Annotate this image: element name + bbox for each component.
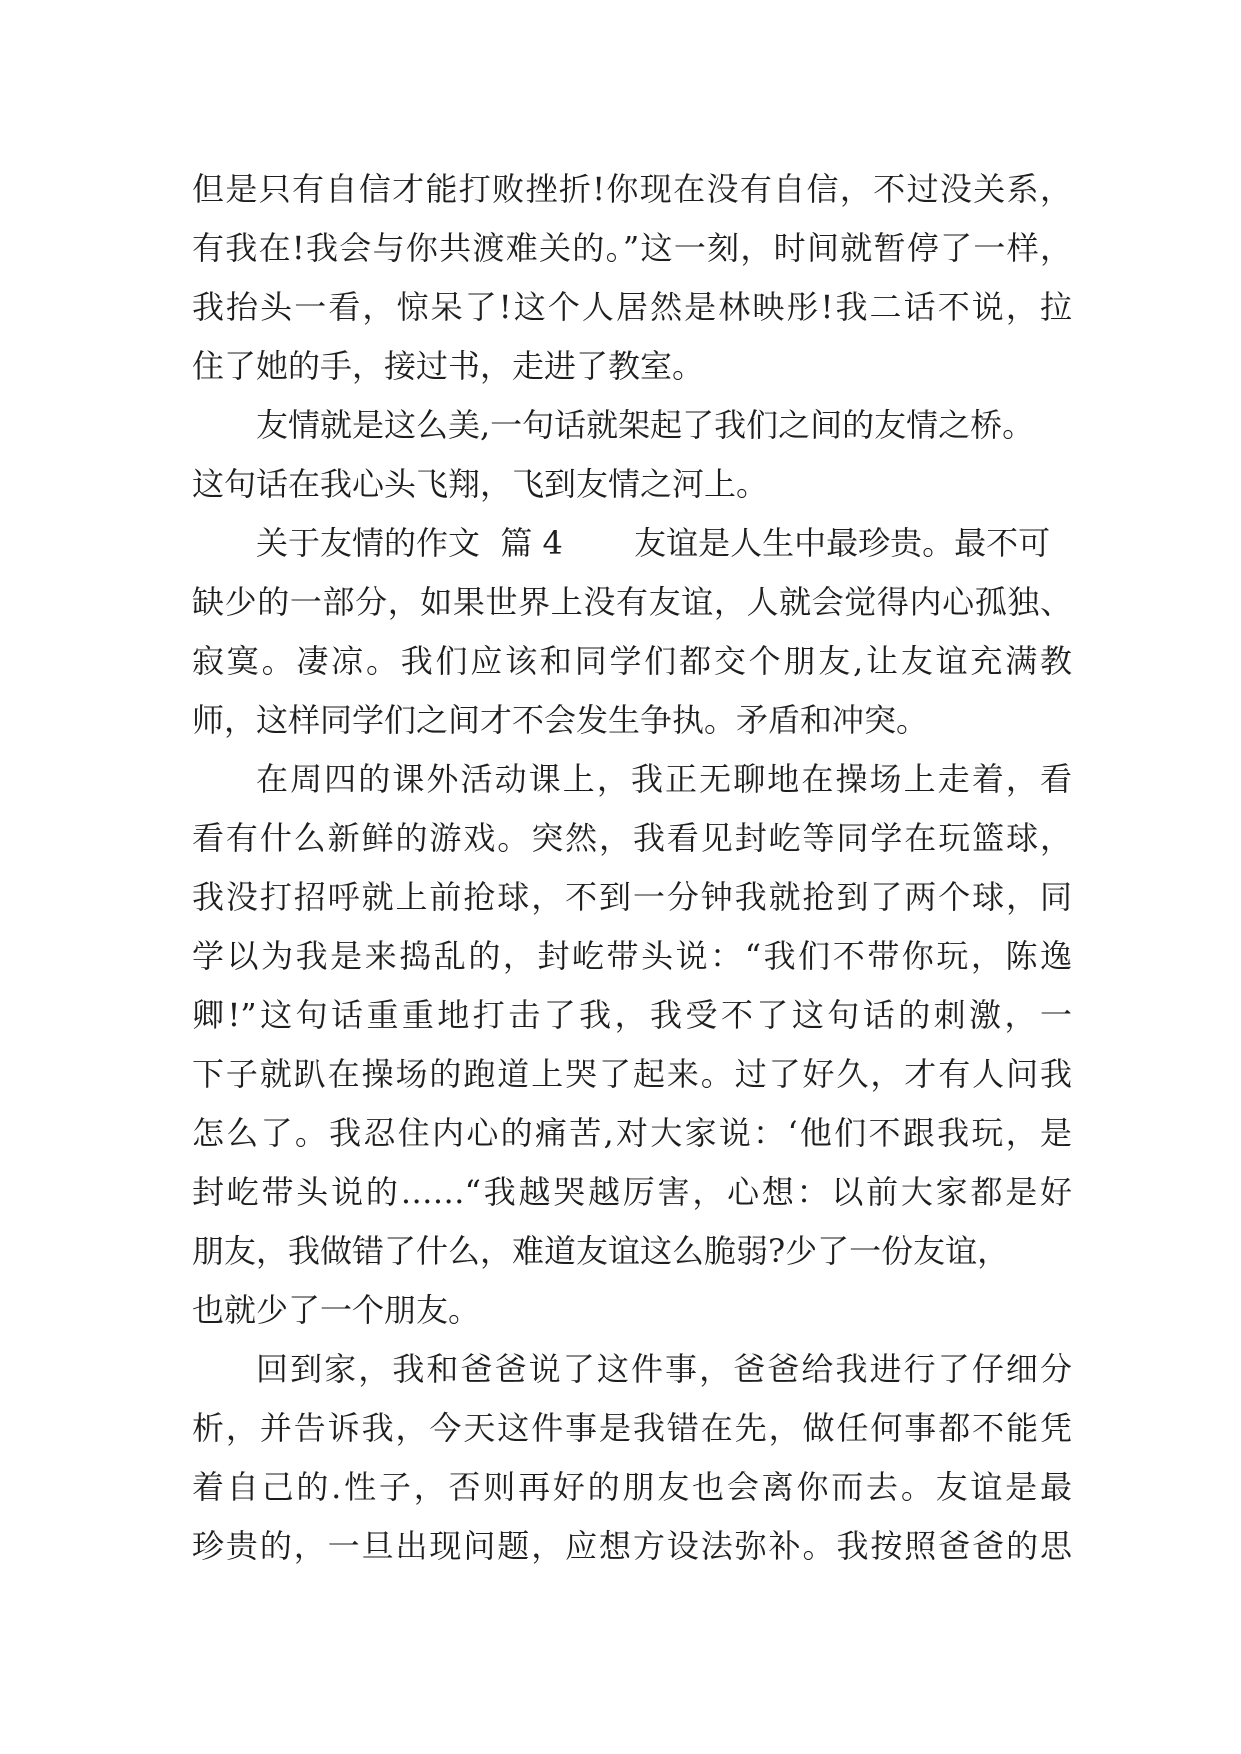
text-line: 寂寞。凄凉。我们应该和同学们都交个朋友,让友谊充满教 <box>192 642 1072 680</box>
article-body <box>192 160 1072 1576</box>
text-line: 学以为我是来捣乱的，封屹带头说：“我们不带你玩，陈逸 <box>192 937 1072 975</box>
text-line: 封屹带头说的……“我越哭越厉害，心想：以前大家都是好 <box>192 1173 1072 1211</box>
text-line: 着自己的.性子，否则再好的朋友也会离你而去。友谊是最 <box>192 1468 1072 1506</box>
text-line: 这句话在我心头飞翔，飞到友情之河上。 <box>192 465 769 503</box>
text-line: 朋友，我做错了什么，难道友谊这么脆弱?少了一份友谊， <box>192 1232 1010 1270</box>
text-line: 师，这样同学们之间才不会发生争执。矛盾和冲突。 <box>192 701 929 739</box>
text-line: 珍贵的，一旦出现问题，应想方设法弥补。我按照爸爸的思 <box>192 1527 1072 1565</box>
paragraph-start-line: 回到家，我和爸爸说了这件事，爸爸给我进行了仔细分 <box>256 1350 1072 1388</box>
text-line: 我抬头一看，惊呆了!这个人居然是林映彤!我二话不说，拉 <box>192 288 1072 326</box>
text-line: 有我在!我会与你共渡难关的。”这一刻，时间就暂停了一样， <box>192 229 1072 267</box>
paragraph-start-line: 在周四的课外活动课上，我正无聊地在操场上走着，看 <box>256 760 1072 798</box>
text-line: 也就少了一个朋友。 <box>192 1291 481 1329</box>
text-line: 我没打招呼就上前抢球，不到一分钟我就抢到了两个球，同 <box>192 878 1072 916</box>
section-heading-line: 关于友情的作文 篇 4 友谊是人生中最珍贵。最不可 <box>256 524 1051 562</box>
text-line: 卿!”这句话重重地打击了我，我受不了这句话的刺激，一 <box>192 996 1072 1034</box>
text-line: 缺少的一部分，如果世界上没有友谊，人就会觉得内心孤独、 <box>192 583 1072 621</box>
paragraph-start-line: 友情就是这么美,一句话就架起了我们之间的友情之桥。 <box>256 406 1035 444</box>
text-line: 析，并告诉我，今天这件事是我错在先，做任何事都不能凭 <box>192 1409 1072 1447</box>
text-line: 下子就趴在操场的跑道上哭了起来。过了好久，才有人问我 <box>192 1055 1072 1093</box>
text-line: 看有什么新鲜的游戏。突然，我看见封屹等同学在玩篮球， <box>192 819 1072 857</box>
text-line: 怎么了。我忍住内心的痛苦,对大家说：‘他们不跟我玩，是 <box>192 1114 1072 1152</box>
text-line: 住了她的手，接过书，走进了教室。 <box>192 347 705 385</box>
text-line: 但是只有自信才能打败挫折!你现在没有自信，不过没关系， <box>192 170 1072 208</box>
